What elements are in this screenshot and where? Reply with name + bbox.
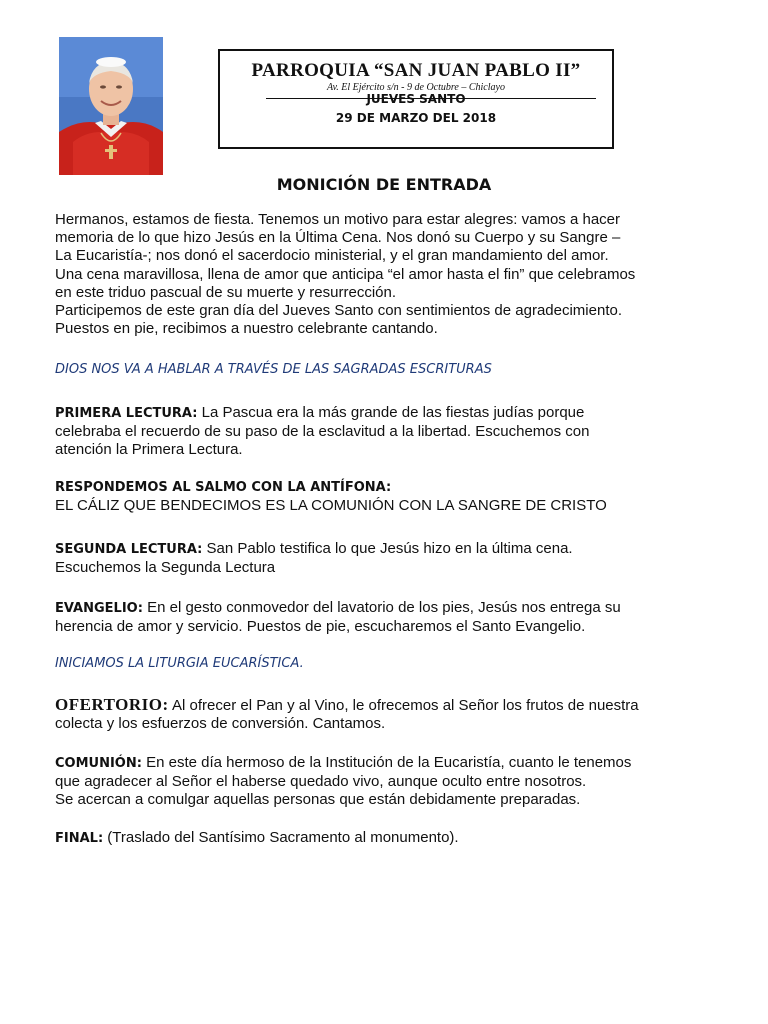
psalm-paragraph <box>55 479 735 515</box>
second-reading-text: San Pablo testifica lo que Jesús hizo en la última cena. <box>202 540 573 557</box>
pope-portrait-image <box>59 37 163 175</box>
eucharist-heading: INICIAMOS LA LITURGIA EUCARÍSTICA. <box>55 656 304 671</box>
first-reading-line: atención la Primera Lectura. <box>55 441 243 459</box>
celebration-date: 29 DE MARZO DEL 2018 <box>335 111 497 125</box>
communion-line: que agradecer al Señor el haberse quedado vivo, aunque oculto entre nosotros. <box>55 773 587 791</box>
celebration-day: JUEVES SANTO <box>366 92 466 106</box>
offertory-label: OFERTORIO: <box>55 695 169 714</box>
second-reading-label: SEGUNDA LECTURA: <box>55 542 203 557</box>
offertory-line: colecta y los esfuerzos de conversión. Cantamos. <box>55 715 386 733</box>
intro-line: Hermanos, estamos de fiesta. Tenemos un motivo para estar alegres: vamos a hacer <box>55 211 620 228</box>
gospel-label: EVANGELIO: <box>55 601 143 616</box>
parish-name: PARROQUIA “SAN JUAN PABLO II” <box>251 60 581 81</box>
second-reading-line: Escuchemos la Segunda Lectura <box>55 559 276 577</box>
offertory-text: Al ofrecer el Pan y al Vino, le ofrecemos al Señor los frutos de nuestra <box>168 697 639 714</box>
parish-header-box <box>218 49 614 149</box>
final-text: (Traslado del Santísimo Sacramento al monumento). <box>103 829 459 846</box>
first-reading-label: PRIMERA LECTURA: <box>55 406 198 421</box>
second-reading-paragraph <box>55 540 735 577</box>
final-paragraph <box>55 829 735 848</box>
gospel-paragraph <box>55 599 735 636</box>
gospel-text: En el gesto conmovedor del lavatorio de los pies, Jesús nos entrega su <box>142 599 621 616</box>
intro-line: La Eucaristía-; nos donó el sacerdocio ministerial, y el gran mandamiento del amor. <box>55 247 609 265</box>
intro-line: Una cena maravillosa, llena de amor que anticipa “el amor hasta el fin” que celebramos <box>55 265 636 283</box>
first-reading-paragraph <box>55 404 735 460</box>
intro-line: memoria de lo que hizo Jesús en la Última Cena. Nos donó su Cuerpo y su Sangre – <box>55 229 621 247</box>
offertory-paragraph <box>55 696 735 733</box>
liturgy-word-heading: DIOS NOS VA A HABLAR A TRAVÉS DE LAS SAGRADAS ESCRITURAS <box>55 362 492 377</box>
first-reading-line: celebraba el recuerdo de su paso de la esclavitud a la libertad. Escuchemos con <box>55 423 590 441</box>
page-title: MONICIÓN DE ENTRADA <box>276 175 492 194</box>
first-reading-text: La Pascua era la más grande de las fiestas judías porque <box>197 404 585 421</box>
communion-text: En este día hermoso de la Institución de la Eucaristía, cuanto le tenemos <box>141 754 632 771</box>
parish-address: Av. El Ejército s/n - 9 de Octubre – Chiclayo <box>327 82 505 93</box>
psalm-label: RESPONDEMOS AL SALMO CON LA ANTÍFONA: <box>55 480 392 495</box>
intro-line: Puestos en pie, recibimos a nuestro celebrante cantando. <box>55 320 438 338</box>
communion-paragraph <box>55 754 735 810</box>
intro-paragraph <box>55 211 735 338</box>
gospel-line: herencia de amor y servicio. Puestos de pie, escucharemos el Santo Evangelio. <box>55 618 586 636</box>
final-label: FINAL: <box>55 831 104 846</box>
psalm-antiphon: EL CÁLIZ QUE BENDECIMOS ES LA COMUNIÓN CON LA SANGRE DE CRISTO <box>55 497 607 515</box>
communion-line: Se acercan a comulgar aquellas personas que están debidamente preparadas. <box>55 791 581 809</box>
intro-line: Participemos de este gran día del Jueves Santo con sentimientos de agradecimiento. <box>55 302 622 320</box>
intro-line: en este triduo pascual de su muerte y resurrección. <box>55 283 397 301</box>
communion-label: COMUNIÓN: <box>55 756 142 771</box>
